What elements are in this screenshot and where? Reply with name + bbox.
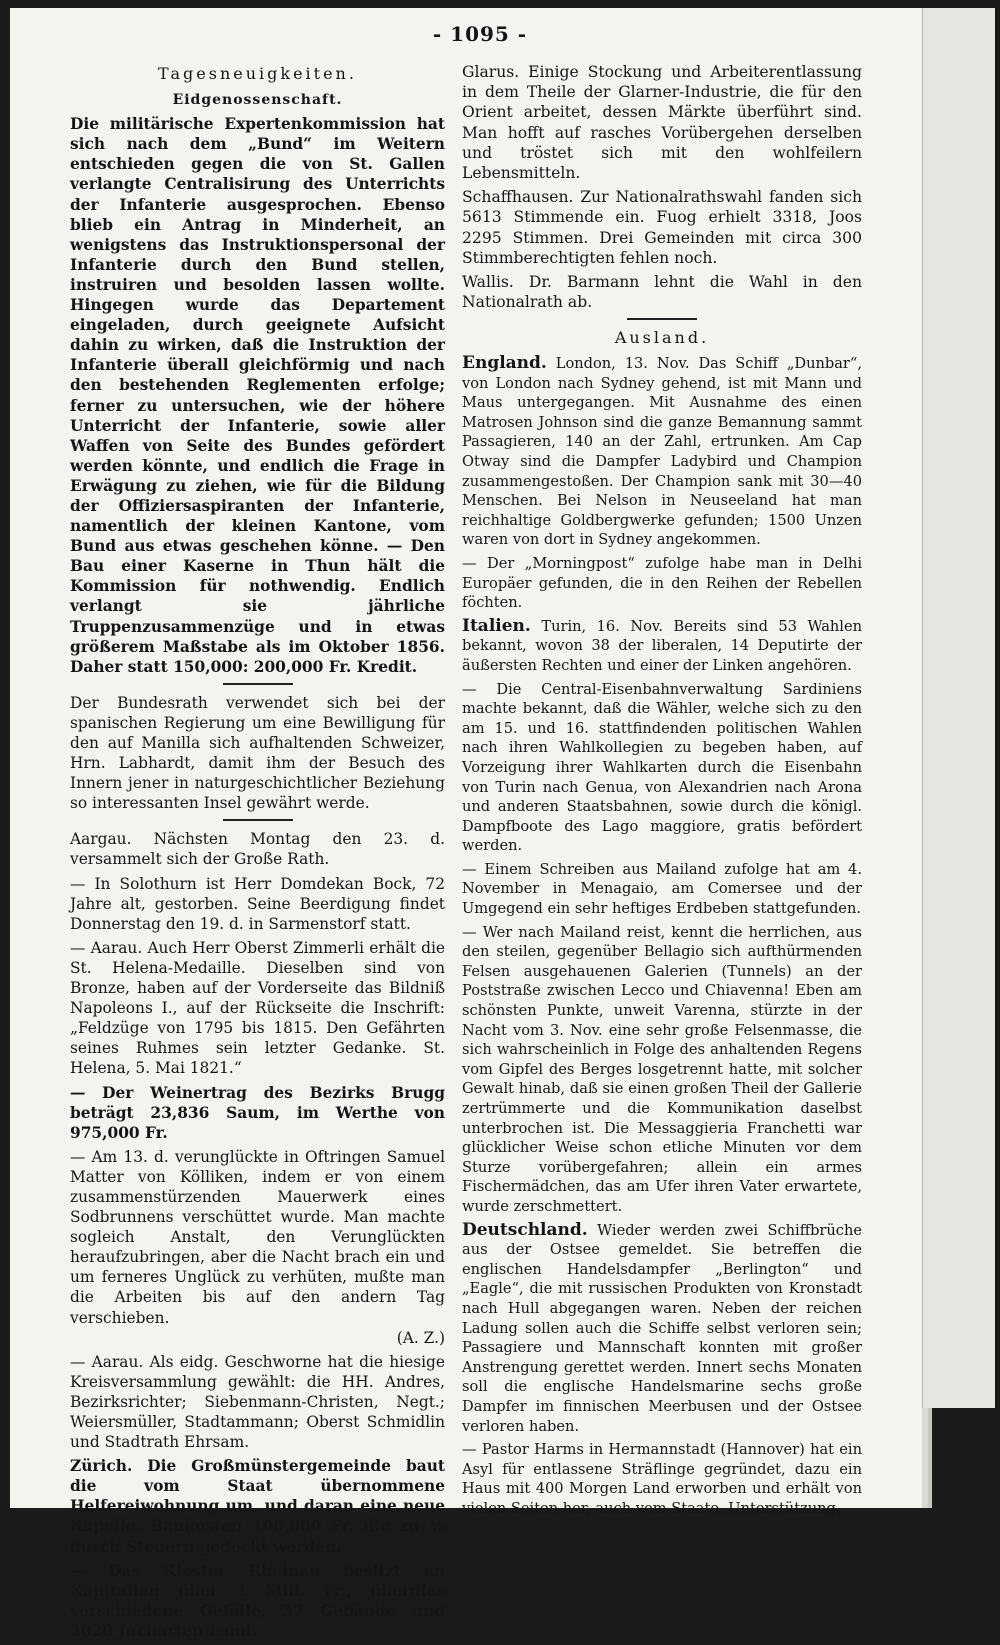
article-erdbeben: — Einem Schreiben aus Mailand zufolge hat am 4. November in Menagaio, am Comersee und der Umgegend ein sehr heftiges Erdbeben stattgefunden. bbox=[462, 860, 862, 918]
article-bundesrath: Der Bundesrath verwendet sich bei der spanischen Regierung um eine Bewilligung für den auf Manilla sich aufhaltenden Schweizer, Hrn. Labhardt, damit ihm der Besuch des Innern jener in naturgeschichtlicher Beziehung so interessanten Insel gewährt werde. bbox=[70, 693, 445, 813]
article-schaffhausen: Schaffhausen. Zur Nationalrathswahl fanden sich 5613 Stimmende ein. Fuog erhielt 3318, Joos 2295 Stimmen. Drei Gemeinden mit circa 300 Stimmberechtigten fehlen noch. bbox=[462, 188, 862, 267]
divider bbox=[627, 318, 697, 320]
article-solothurn: — In Solothurn ist Herr Domdekan Bock, 72 Jahre alt, gestorben. Seine Beerdigung findet Donnerstag den 19. d. in Sarmenstorf statt. bbox=[70, 874, 445, 933]
article-aarau-geschworne: — Aarau. Als eidg. Geschworne hat die hiesige Kreisversammlung gewählt: die HH. Andres, Bezirksrichter; Siebenmann-Christen, Negt.; Weiersmüller, Stadtammann; Oberst Schmidlin und Stadtrath Ehrsam. bbox=[70, 1352, 445, 1452]
article-morningpost: — Der „Morningpost“ zufolge habe man in Delhi Europäer gefunden, die in den Reihen der Rebellen föchten. bbox=[462, 554, 862, 612]
heading-england: England. bbox=[462, 353, 547, 374]
article-expertenkommission: Die militärische Expertenkommission hat sich nach dem „Bund“ im Weitern entschieden gegen die von St. Gallen verlangte Centralisirung des Unterrichts der Infanterie ausgesprochen. Ebenso blieb ein Antrag in Minderheit, an wenigstens das Instruktionspersonal der Infanterie durch den Bund stellen, instruiren und besolden lassen wollte. Hingegen wurde das Departement eingeladen, durch geeignete Aufsicht dahin zu wirken, daß die Instruktion der Infanterie überall gleichförmig und nach den bestehenden Reglementen erfolge; ferner zu untersuchen, wie der höhere Unterricht der Infanterie, sowie aller Waffen von Seite des Bundes gefördert werden könnte, und endlich die Frage in Erwägung zu ziehen, wie für die Bildung der Offiziersaspiranten der Infanterie, namentlich der kleinen Kantone, vom Bund aus etwas geschehen könne. — Den Bau einer Kaserne in Thun hält die Kommission für nothwendig. Endlich verlangt sie jährliche Truppenzusammenzüge und in etwas größerem Maßstabe als im Oktober 1856. Daher statt 150,000: 200,000 Fr. Kredit. bbox=[70, 115, 445, 676]
newspaper-page bbox=[10, 8, 922, 1640]
article-england bbox=[462, 354, 862, 550]
article-oftringen: — Am 13. d. verunglückte in Oftringen Samuel Matter von Kölliken, indem er von einem zusammenstürzenden Mauerwerk eines Sodbrunnens verschüttet wurde. Man machte sogleich Anstalt, den Verunglückten heraufzubringen, aber die Nacht brach ein und um ferneres Unglück zu verhüten, mußte man die Arbeiten bis auf den andern Tag verschieben. bbox=[70, 1147, 445, 1327]
left-column bbox=[70, 62, 445, 1645]
heading-italien: Italien. bbox=[462, 615, 531, 636]
italien-text: Turin, 16. Nov. Bereits sind 53 Wahlen bekannt, wovon 38 der liberalen, 14 Deputirte der äußersten Rechten und einer der Linken angehören. bbox=[462, 617, 863, 674]
right-column bbox=[462, 62, 862, 1522]
section-title-ausland: Ausland. bbox=[614, 328, 710, 348]
subsection-title-eidgenossenschaft: Eidgenossenschaft. bbox=[172, 92, 343, 109]
divider bbox=[223, 819, 293, 821]
article-harms: — Pastor Harms in Hermannstadt (Hannover) hat ein Asyl für entlassene Sträflinge gegründet, dazu ein Haus mit 400 Morgen Land erworben und erhält von vielen Seiten her, auch vom Staate, Unterstützung. bbox=[462, 1441, 862, 1517]
article-glarus: Glarus. Einige Stockung und Arbeiterentlassung in dem Theile der Glarner-Industrie, die für den Orient arbeitet, dessen Märkte überführt sind. Man hofft auf rasches Vorübergehen derselben und tröstet sich mit den wohlfeilern Lebensmitteln. bbox=[462, 63, 862, 183]
article-weinertrag: — Der Weinertrag des Bezirks Brugg beträgt 23,836 Saum, im Werthe von 975,000 Fr. bbox=[70, 1083, 445, 1142]
england-text: London, 13. Nov. Das Schiff „Dunbar“, von London nach Sydney gehend, ist mit Mann und Maus untergegangen. Mit Ausnahme des einen Matrosen Johnson sind die ganze Bemannung sammt Passagieren, 140 an der Zahl, ertrunken. Am Cap Otway sind die Dampfer Ladybird und Champion zusammengestoßen. Der Champion sank mit 30—40 Menschen. Bei Nelson in Neuseeland hat man reichhaltige Goldbergwerke gefunden; 1500 Unzen waren von dort in Sydney angekommen. bbox=[462, 355, 862, 549]
article-felsensturz: — Wer nach Mailand reist, kennt die herrlichen, aus den steilen, gegenüber Bellagio sich aufthürmenden Felsen ausgehauenen Galerien (Tunnels) an der Poststraße zwischen Lecco und Chiavenna! Eben am schönsten Punkte, unweit Varenna, stürzte in der Nacht vom 3. Nov. eine sehr große Felsenmasse, die sich wahrscheinlich in Folge des anhaltenden Regens vom Gipfel des Berges losgetrennt hatte, mit solcher Gewalt hinab, daß sie einen großen Theil der Gallerie zertrümmerte und die Kommunikation daselbst unterbrochen ist. Die Messaggieria Franchetti war glücklicher Weise schon etliche Minuten vor dem Sturze vorübergefahren; allein ein armes Fischermädchen, das am Ufer ihren Vater erwartete, wurde zerschmettert. bbox=[462, 923, 862, 1215]
article-italien bbox=[462, 617, 862, 676]
article-aargau-rath: Aargau. Nächsten Montag den 23. d. versammelt sich der Große Rath. bbox=[70, 830, 445, 869]
adjacent-page-edge bbox=[922, 8, 995, 1408]
article-rheinau: — Das Kloster Rheinau besitzt an Kapitalien über 1 Mill. Fr., überdies verschiedene Gefälle, 37 Gebäude und 2020 Jucharten Land. bbox=[70, 1561, 445, 1640]
article-zuerich: Zürich. Die Großmünstergemeinde baut die vom Staat übernommene Helfereiwohnung um, und daran eine neue Kapelle. Baukosten 100,000 Fr. die zu ⅘ durch Steuern gedeckt werden. bbox=[70, 1457, 445, 1556]
divider bbox=[223, 683, 293, 685]
article-wallis: Wallis. Dr. Barmann lehnt die Wahl in den Nationalrath ab. bbox=[462, 273, 862, 312]
section-title-tagesneuigkeiten: Tagesneuigkeiten. bbox=[158, 64, 357, 83]
heading-deutschland: Deutschland. bbox=[462, 1219, 588, 1240]
article-eisenbahn: — Die Central-Eisenbahnverwaltung Sardiniens machte bekannt, daß die Wähler, welche sich zu den am 15. und 16. stattfindenden politischen Wahlen nach ihren Wahlkollegien zu begeben haben, auf Vorzeigung ihrer Wahlkarten durch die Eisenbahn von Turin nach Genua, von Alexandrien nach Arona und anderen Staatsbahnen, sowie durch die königl. Dampfboote des Lago maggiore, gratis befördert werden. bbox=[462, 680, 862, 855]
page-number: - 1095 - bbox=[432, 22, 528, 46]
article-aarau-medaille: — Aarau. Auch Herr Oberst Zimmerli erhält die St. Helena-Medaille. Dieselben sind von Bronze, haben auf der Vorderseite das Bildniß Napoleons I., auf der Rückseite die Inschrift: „Feldzüge von 1795 bis 1815. Den Gefährten seines Ruhmes sein letzter Gedanke. St. Helena, 5. Mai 1821.“ bbox=[70, 938, 445, 1078]
article-deutschland bbox=[462, 1221, 862, 1437]
article-signature: (A. Z.) bbox=[396, 1328, 445, 1347]
deutschland-text: Wieder werden zwei Schiffbrüche aus der Ostsee gemeldet. Sie betreffen die englischen Handelsdampfer „Berlington“ und „Eagle“, die mit russischen Produkten von Kronstadt nach Hull abgegangen waren. Neben der reichen Ladung sollen auch die Schiffe selbst verloren sein; Passagiere und Mannschaft konnten mit großer Anstrengung gerettet werden. Innert sechs Monaten soll die englische Handelsmarine sechs große Dampfer im finnischen Meerbusen und der Ostsee verloren haben. bbox=[462, 1221, 862, 1435]
